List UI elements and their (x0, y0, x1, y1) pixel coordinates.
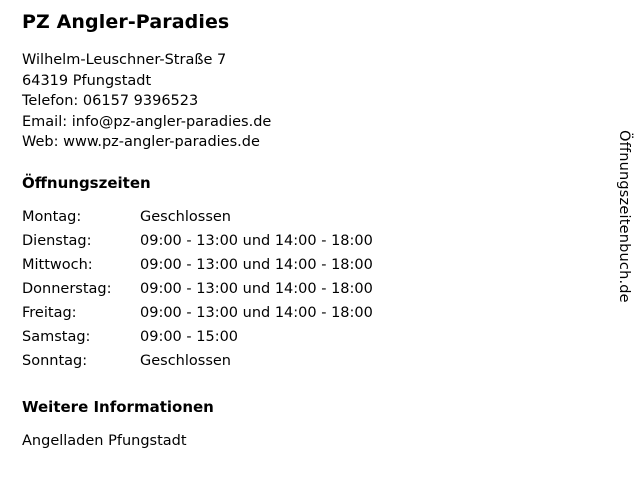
hours-day-label: Freitag: (22, 304, 77, 321)
table-row (22, 231, 373, 255)
watermark-label: Öffnungszeitenbuch.de (616, 130, 632, 303)
hours-time-value: 09:00 - 15:00 (140, 328, 239, 345)
hours-day-label: Donnerstag: (22, 280, 112, 297)
hours-day-label: Montag: (22, 208, 82, 225)
address-line-phone: Telefon: 06157 9396523 (22, 93, 199, 109)
hours-day-label: Mittwoch: (22, 256, 93, 273)
hours-time-value: 09:00 - 13:00 und 14:00 - 18:00 (140, 232, 373, 249)
hours-day-label: Samstag: (22, 328, 91, 345)
address-line-city: 64319 Pfungstadt (22, 72, 152, 89)
opening-hours-table (22, 207, 373, 375)
address-block (22, 50, 582, 153)
table-row (22, 351, 373, 375)
business-info-panel (22, 10, 582, 451)
page-title: PZ Angler-Paradies (22, 11, 230, 33)
table-row (22, 207, 373, 231)
table-row (22, 279, 373, 303)
table-row (22, 303, 373, 327)
hours-time-value: Geschlossen (140, 352, 231, 369)
table-row (22, 327, 373, 351)
more-information-text: Angelladen Pfungstadt (22, 432, 187, 449)
more-information-title: Weitere Informationen (22, 397, 214, 416)
hours-time-value: Geschlossen (140, 208, 231, 225)
hours-day-label: Sonntag: (22, 352, 88, 369)
hours-day-label: Dienstag: (22, 232, 92, 249)
hours-time-value: 09:00 - 13:00 und 14:00 - 18:00 (140, 304, 373, 321)
hours-time-value: 09:00 - 13:00 und 14:00 - 18:00 (140, 280, 373, 297)
address-line-street: Wilhelm-Leuschner-Straße 7 (22, 52, 227, 68)
address-line-web: Web: www.pz-angler-paradies.de (22, 134, 260, 150)
table-row (22, 255, 373, 279)
address-line-email: Email: info@pz-angler-paradies.de (22, 113, 272, 130)
hours-time-value: 09:00 - 13:00 und 14:00 - 18:00 (140, 256, 373, 273)
opening-hours-title: Öffnungszeiten (22, 173, 151, 192)
